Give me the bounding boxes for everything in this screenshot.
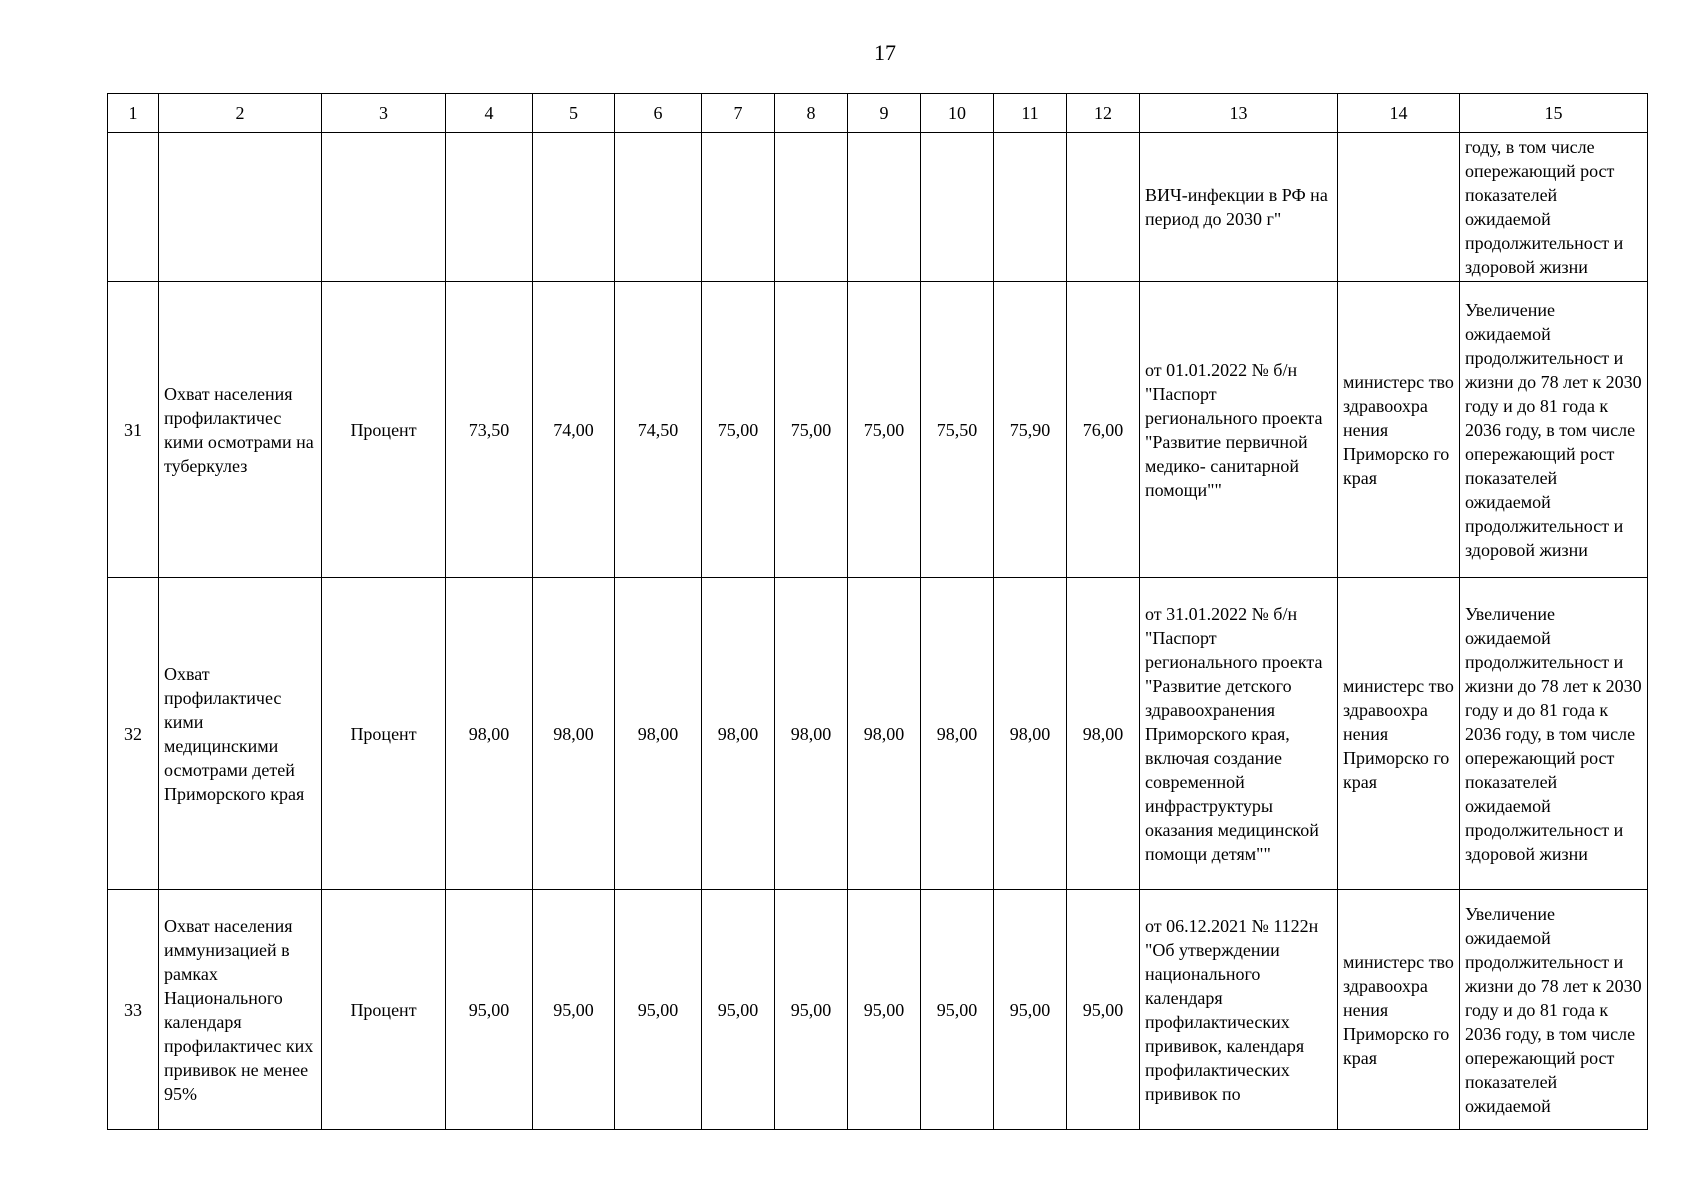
value-cell: 98,00 — [615, 578, 702, 890]
value-cell: 75,50 — [921, 282, 994, 578]
table-cell — [533, 133, 615, 282]
table-row — [108, 282, 1648, 578]
value-cell: 74,50 — [615, 282, 702, 578]
row-number: 33 — [108, 890, 159, 1130]
value-cell: 95,00 — [921, 890, 994, 1130]
value-cell: 95,00 — [446, 890, 533, 1130]
value-cell: 75,00 — [848, 282, 921, 578]
row-number: 32 — [108, 578, 159, 890]
value-cell: 76,00 — [1067, 282, 1140, 578]
row-number: 31 — [108, 282, 159, 578]
table-row — [108, 890, 1648, 1130]
value-cell: 98,00 — [702, 578, 775, 890]
column-header: 13 — [1140, 94, 1338, 133]
page-number: 17 — [874, 40, 896, 65]
value-cell: 98,00 — [775, 578, 848, 890]
document-cell: от 01.01.2022 № б/н "Паспорт регионального проекта "Развитие первичной медико- санитарной помощи"" — [1140, 282, 1338, 578]
column-header: 8 — [775, 94, 848, 133]
column-header: 15 — [1460, 94, 1648, 133]
table-cell — [322, 133, 446, 282]
goal-cell: Увеличение ожидаемой продолжительност и жизни до 78 лет к 2030 году и до 81 года к 2036 году, в том числе опережающий рост показателей ожидаемой — [1460, 890, 1648, 1130]
column-header: 5 — [533, 94, 615, 133]
table-cell — [1338, 133, 1460, 282]
table-cell — [1067, 133, 1140, 282]
indicator-name: Охват профилактичес кими медицинскими осмотрами детей Приморского края — [159, 578, 322, 890]
column-header: 7 — [702, 94, 775, 133]
responsible-cell: министерс тво здравоохра нения Приморско го края — [1338, 578, 1460, 890]
table-cell — [702, 133, 775, 282]
column-header: 2 — [159, 94, 322, 133]
document-cell: ВИЧ-инфекции в РФ на период до 2030 г" — [1140, 133, 1338, 282]
value-cell: 98,00 — [994, 578, 1067, 890]
value-cell: 95,00 — [848, 890, 921, 1130]
table-row — [108, 578, 1648, 890]
value-cell: 95,00 — [994, 890, 1067, 1130]
indicator-name: Охват населения иммунизацией в рамках Национального календаря профилактичес ких прививок не менее 95% — [159, 890, 322, 1130]
column-header: 14 — [1338, 94, 1460, 133]
column-number-row — [108, 94, 1648, 133]
value-cell: 98,00 — [446, 578, 533, 890]
table-cell — [921, 133, 994, 282]
unit-cell: Процент — [322, 890, 446, 1130]
column-header: 1 — [108, 94, 159, 133]
column-header: 4 — [446, 94, 533, 133]
document-cell: от 31.01.2022 № б/н "Паспорт регионального проекта "Развитие детского здравоохранения Приморского края, включая создание современной инфраструктуры оказания медицинской помощи детям"" — [1140, 578, 1338, 890]
table-cell — [994, 133, 1067, 282]
value-cell: 95,00 — [1067, 890, 1140, 1130]
value-cell: 95,00 — [702, 890, 775, 1130]
unit-cell: Процент — [322, 282, 446, 578]
responsible-cell: министерс тво здравоохра нения Приморско го края — [1338, 282, 1460, 578]
value-cell: 98,00 — [533, 578, 615, 890]
value-cell: 98,00 — [921, 578, 994, 890]
indicator-name: Охват населения профилактичес кими осмотрами на туберкулез — [159, 282, 322, 578]
table-cell — [159, 133, 322, 282]
value-cell: 74,00 — [533, 282, 615, 578]
table-cell — [108, 133, 159, 282]
column-header: 11 — [994, 94, 1067, 133]
indicators-table — [107, 93, 1648, 1130]
value-cell: 75,00 — [775, 282, 848, 578]
table-cell — [775, 133, 848, 282]
value-cell: 75,90 — [994, 282, 1067, 578]
table-cell — [615, 133, 702, 282]
column-header: 12 — [1067, 94, 1140, 133]
goal-cell: году, в том числе опережающий рост показателей ожидаемой продолжительност и здоровой жизни — [1460, 133, 1648, 282]
column-header: 9 — [848, 94, 921, 133]
value-cell: 95,00 — [615, 890, 702, 1130]
column-header: 6 — [615, 94, 702, 133]
value-cell: 95,00 — [533, 890, 615, 1130]
value-cell: 98,00 — [1067, 578, 1140, 890]
value-cell: 73,50 — [446, 282, 533, 578]
continuation-row — [108, 133, 1648, 282]
value-cell: 95,00 — [775, 890, 848, 1130]
document-cell: от 06.12.2021 № 1122н "Об утверждении национального календаря профилактических прививок, календаря профилактических прививок по — [1140, 890, 1338, 1130]
responsible-cell: министерс тво здравоохра нения Приморско го края — [1338, 890, 1460, 1130]
unit-cell: Процент — [322, 578, 446, 890]
table-cell — [848, 133, 921, 282]
table-cell — [446, 133, 533, 282]
goal-cell: Увеличение ожидаемой продолжительност и жизни до 78 лет к 2030 году и до 81 года к 2036 году, в том числе опережающий рост показателей ожидаемой продолжительност и здоровой жизни — [1460, 578, 1648, 890]
column-header: 3 — [322, 94, 446, 133]
value-cell: 98,00 — [848, 578, 921, 890]
goal-cell: Увеличение ожидаемой продолжительност и жизни до 78 лет к 2030 году и до 81 года к 2036 году, в том числе опережающий рост показателей ожидаемой продолжительност и здоровой жизни — [1460, 282, 1648, 578]
column-header: 10 — [921, 94, 994, 133]
value-cell: 75,00 — [702, 282, 775, 578]
